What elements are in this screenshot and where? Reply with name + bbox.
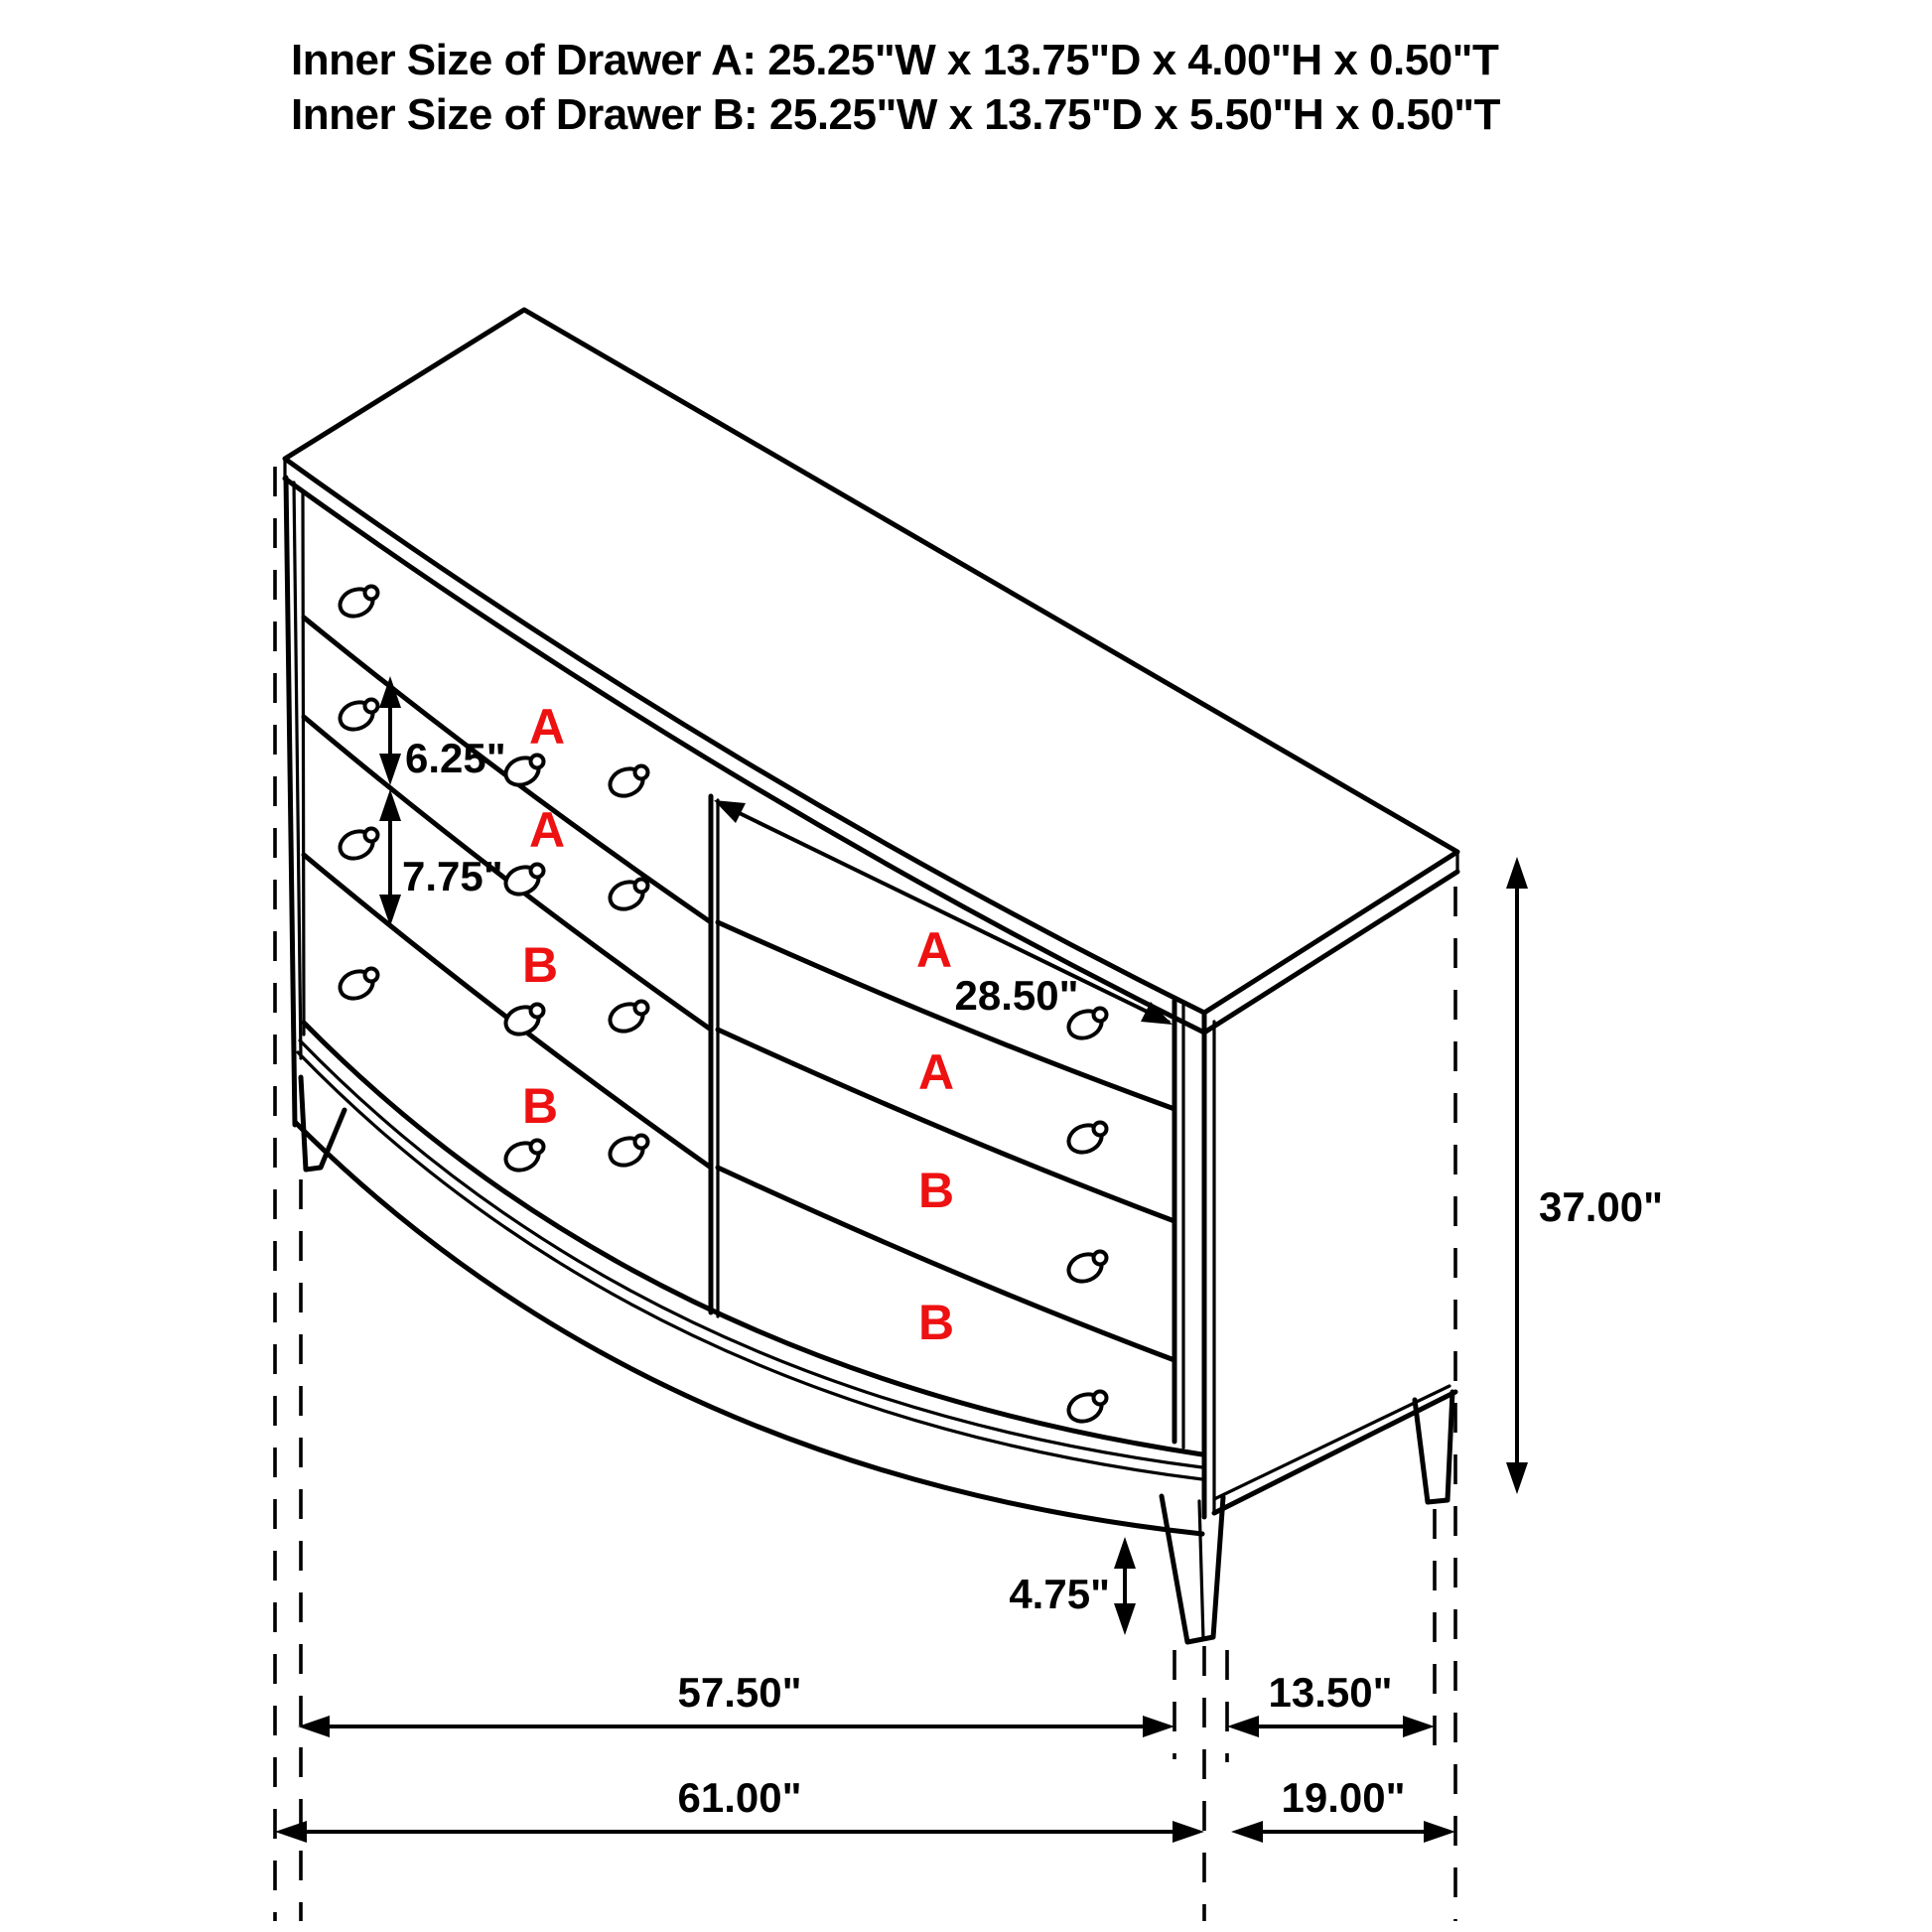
arrowhead-down-icon	[1114, 1603, 1136, 1635]
arrowhead-left-icon	[1231, 1821, 1263, 1843]
drawer-knob-icon	[606, 1134, 647, 1171]
right-bank-drawer-4-label: B	[917, 1295, 955, 1350]
arrowhead-right-icon	[1403, 1716, 1435, 1737]
drawer-knob-icon	[606, 764, 647, 801]
dresser-drawing	[285, 310, 1457, 1642]
dimension-drawer-b-height	[379, 789, 503, 926]
drawer-knob-icon	[336, 967, 377, 1004]
right-bank-drawer-1-label: A	[915, 922, 953, 978]
drawer-knob-icon	[501, 1139, 543, 1175]
dimension-front-width-between-legs	[298, 1669, 1174, 1737]
arrowhead-left-icon	[275, 1821, 307, 1843]
front-right-leg	[1162, 1496, 1223, 1642]
drawer-letter-labels	[522, 699, 954, 1350]
dimension-label: 28.50"	[954, 972, 1079, 1019]
dimension-label: 61.00"	[677, 1774, 802, 1821]
front-right-leg-corner	[1199, 1501, 1203, 1639]
drawer-knob-icon	[606, 1000, 647, 1036]
drawer-knob-icon	[336, 698, 377, 735]
right-bank-knobs	[606, 764, 1106, 1427]
bottom-band-lip-1	[300, 1040, 1202, 1467]
dimension-label: 19.00"	[1281, 1774, 1406, 1821]
left-bank-drawer-divider-3	[304, 855, 711, 1168]
bottom-band-lip-2	[298, 1052, 1202, 1479]
left-bank-drawer-4-label: B	[521, 1078, 559, 1134]
arrowhead-right-icon	[1143, 1716, 1174, 1737]
cabinet-top-face	[285, 310, 1457, 1013]
drawer-knob-icon	[1064, 1390, 1106, 1427]
title-block	[291, 36, 1501, 139]
dimension-leg-height	[1009, 1537, 1136, 1635]
dimension-overall-depth	[1231, 1774, 1455, 1843]
drawer-knob-icon	[336, 585, 377, 621]
right-bank-drawer-2-label: A	[917, 1044, 955, 1100]
left-bank-drawer-2-label: A	[528, 802, 566, 858]
dimension-right-bank-width	[714, 800, 1173, 1025]
arrowhead-up-icon	[1114, 1537, 1136, 1569]
dimension-label: 57.50"	[677, 1669, 802, 1716]
drawer-knob-icon	[501, 863, 543, 899]
right-bank-drawer-3-label: B	[917, 1163, 955, 1218]
dimension-line	[717, 802, 1170, 1023]
dimension-depth-between-legs	[1227, 1669, 1435, 1737]
drawer-knob-icon	[501, 754, 543, 790]
dimension-label: 37.00"	[1539, 1183, 1664, 1230]
cabinet-top-thickness-right	[1204, 872, 1457, 1033]
arrowhead-down-icon	[1506, 1462, 1528, 1494]
bottom-band-top	[304, 1023, 1202, 1454]
drawer-knob-icon	[1064, 1250, 1106, 1287]
drawer-knob-icon	[501, 1003, 543, 1039]
arrowhead-up-icon	[1506, 857, 1528, 889]
left-bank-drawer-3-label: B	[521, 937, 559, 993]
arrowhead-right-icon	[1173, 1821, 1204, 1843]
dimension-label: 7.75"	[402, 853, 503, 899]
arrowhead-right-icon	[1424, 1821, 1455, 1843]
title-line-1: Inner Size of Drawer A: 25.25"W x 13.75"D x 4.00"H x 0.50"T	[291, 36, 1499, 84]
title-line-2: Inner Size of Drawer B: 25.25"W x 13.75"D x 5.50"H x 0.50"T	[291, 90, 1501, 139]
drawer-knob-icon	[1064, 1121, 1106, 1158]
dimension-label: 13.50"	[1268, 1669, 1393, 1716]
dimension-label: 4.75"	[1009, 1571, 1110, 1617]
cabinet-left-stile-edge	[303, 490, 304, 1035]
dimension-overall-height	[1506, 857, 1663, 1494]
left-bank-drawer-1-label: A	[528, 699, 566, 755]
dimension-overall-width	[275, 1774, 1204, 1843]
arrowhead-left-icon	[1227, 1716, 1259, 1737]
drawer-knob-icon	[336, 827, 377, 864]
dimension-label: 6.25"	[405, 735, 506, 781]
drawer-knob-icon	[606, 878, 647, 914]
